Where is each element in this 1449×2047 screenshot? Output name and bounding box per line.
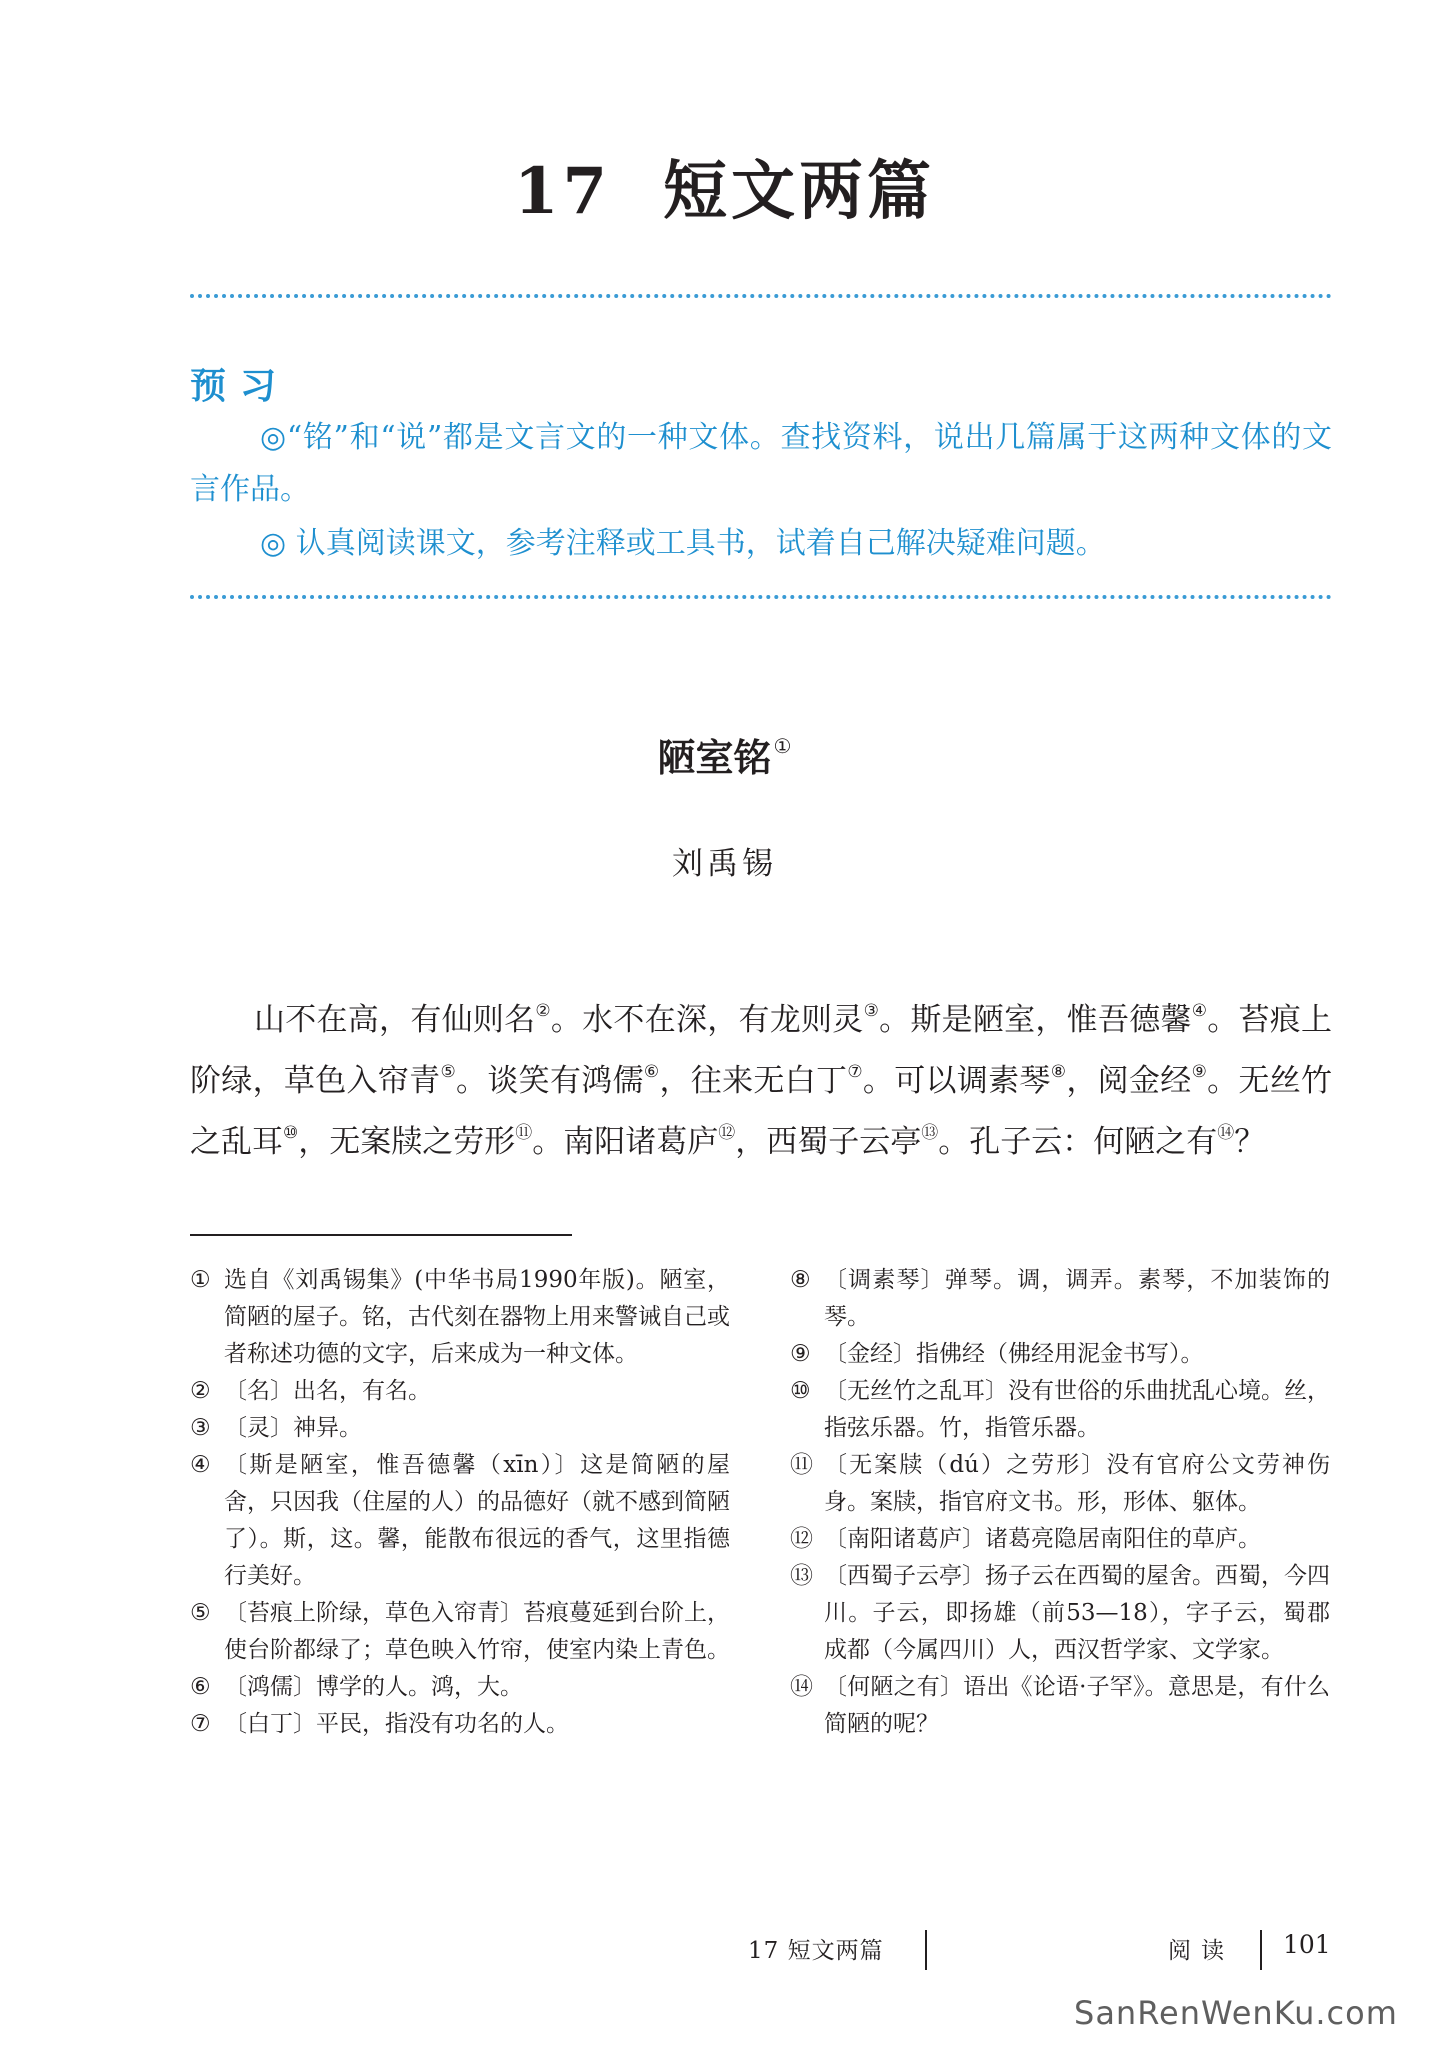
preview-item-2: ◎ 认真阅读课文，参考注释或工具书，试着自己解决疑难问题。: [260, 526, 1106, 561]
main-text-segment: 山不在高，有仙则名: [254, 1002, 536, 1038]
note-reference-mark[interactable]: ⑬: [921, 1123, 939, 1143]
footnote-mark: ②: [190, 1378, 211, 1404]
footnote: [790, 1521, 1330, 1558]
footnote-mark: ⑨: [790, 1341, 811, 1367]
footnotes-right-column: [790, 1262, 1330, 1743]
note-reference-mark[interactable]: ⑦: [847, 1062, 863, 1082]
footnote: [190, 1447, 730, 1595]
main-text-segment: ，往来无白丁: [659, 1063, 848, 1099]
main-text-segment: 。无丝竹之乱耳: [190, 1063, 1333, 1160]
note-reference-mark[interactable]: ⑪: [515, 1123, 533, 1143]
footnote-text: 〔西蜀子云亭〕扬子云在西蜀的屋舍。西蜀，今四川。子云，即扬雄（前53—18），字子云，蜀郡成都（今属四川）人，西汉哲学家、文学家。: [824, 1563, 1330, 1663]
footnote-mark: ③: [190, 1415, 211, 1441]
footnote: [190, 1373, 730, 1410]
footnote-text: 〔南阳诸葛庐〕诸葛亮隐居南阳住的草庐。: [824, 1526, 1261, 1552]
chapter-name: 短文两篇: [663, 154, 936, 229]
footer-separator: [925, 1930, 927, 1970]
footnote: [190, 1410, 730, 1447]
watermark: SanRenWenKu.com: [1074, 1994, 1398, 2032]
main-text-segment: ？: [1234, 1124, 1266, 1160]
main-text: [190, 985, 1332, 1168]
essay-title: [0, 727, 1449, 782]
footnote: [790, 1262, 1330, 1336]
author: 刘禹锡: [672, 846, 777, 882]
footnote: [790, 1558, 1330, 1669]
preview-heading: 预习: [190, 365, 291, 407]
footnote-text: 〔调素琴〕弹琴。调，调弄。素琴，不加装饰的琴。: [824, 1267, 1330, 1330]
footnote: [190, 1706, 730, 1743]
main-text-segment: 。苔痕上阶绿，草色入帘青: [190, 1002, 1333, 1099]
footnote-text: 〔斯是陋室，惟吾德馨（xīn）〕这是简陋的屋舍，只因我（住屋的人）的品德好（就不感到简陋了）。斯，这。馨，能散布很远的香气，这里指德行美好。: [224, 1452, 730, 1589]
main-text-segment: 。斯是陋室，惟吾德馨: [879, 1002, 1192, 1038]
footnote-text: 〔无丝竹之乱耳〕没有世俗的乐曲扰乱心境。丝，指弦乐器。竹，指管乐器。: [824, 1378, 1330, 1441]
essay-title-text: 陋室铭: [657, 735, 772, 780]
footnote: [790, 1336, 1330, 1373]
main-text-segment: 。可以调素琴: [862, 1063, 1051, 1099]
footnote-text: 〔鸿儒〕博学的人。鸿，大。: [224, 1674, 523, 1700]
note-reference-mark[interactable]: ⑥: [643, 1062, 660, 1082]
note-reference-mark[interactable]: ③: [863, 1001, 880, 1021]
footnote-mark: ⑪: [790, 1452, 813, 1478]
main-text-segment: ，阅金经: [1066, 1063, 1192, 1099]
note-reference-mark[interactable]: ⑨: [1191, 1062, 1208, 1082]
footnote-mark: ①: [190, 1267, 211, 1293]
footnote-text: 〔白丁〕平民，指没有功名的人。: [224, 1711, 569, 1737]
main-text-segment: ，西蜀子云亭: [735, 1124, 922, 1160]
note-reference-mark[interactable]: ⑫: [718, 1123, 736, 1143]
page-number: 101: [1283, 1930, 1331, 1959]
main-text-segment: ，无案牍之劳形: [298, 1124, 516, 1160]
chapter-number: 17: [513, 154, 612, 229]
footnote-mark: ⑩: [790, 1378, 811, 1404]
footnote-mark: ⑧: [790, 1267, 811, 1293]
footnote-mark: ⑫: [790, 1526, 813, 1552]
footnote: [790, 1669, 1330, 1743]
note-reference-mark[interactable]: ④: [1191, 1001, 1208, 1021]
main-text-segment: 。谈笑有鸿儒: [456, 1063, 644, 1099]
essay-title-note-mark: ①: [773, 734, 792, 758]
footnote-mark: ⑦: [190, 1711, 211, 1737]
footnote-text: 〔名〕出名，有名。: [224, 1378, 431, 1404]
footer-separator: [1260, 1930, 1262, 1970]
footnotes-left-column: [190, 1262, 730, 1743]
footnote-text: 〔无案牍（dú）之劳形〕没有官府公文劳神伤身。案牍，指官府文书。形，形体、躯体。: [824, 1452, 1330, 1515]
main-text-segment: 。南阳诸葛庐: [532, 1124, 719, 1160]
footnote-text: 〔何陋之有〕语出《论语·子罕》。意思是，有什么简陋的呢？: [824, 1674, 1330, 1737]
footnote-text: 〔金经〕指佛经（佛经用泥金书写）。: [824, 1341, 1204, 1367]
footnote-mark: ⑤: [190, 1600, 211, 1626]
footer-chapter-title: 17 短文两篇: [748, 1938, 884, 1964]
note-reference-mark[interactable]: ⑩: [283, 1123, 299, 1143]
note-reference-mark[interactable]: ②: [535, 1001, 551, 1021]
preview-item-1: ◎“铭”和“说”都是文言文的一种文体。查找资料，说出几篇属于这两种文体的文言作品。: [190, 420, 1332, 507]
main-text-segment: 。孔子云：何陋之有: [938, 1124, 1218, 1160]
footnote-mark: ⑬: [790, 1563, 813, 1589]
bottom-dotted-rule: [190, 595, 1332, 599]
top-dotted-rule: [190, 294, 1332, 298]
chapter-title: [0, 140, 1449, 232]
footnote-text: 选自《刘禹锡集》(中华书局1990年版)。陋室，简陋的屋子。铭，古代刻在器物上用来警诫自己或者称述功德的文字，后来成为一种文体。: [224, 1267, 730, 1367]
footnote-mark: ⑭: [790, 1674, 813, 1700]
footnote: [790, 1447, 1330, 1521]
footnote: [190, 1595, 730, 1669]
footnote: [190, 1669, 730, 1706]
footnote-mark: ④: [190, 1452, 211, 1478]
footnote: [190, 1262, 730, 1373]
main-text-segment: 。水不在深，有龙则灵: [550, 1002, 864, 1038]
footnote-rule: [190, 1234, 572, 1236]
footnote: [790, 1373, 1330, 1447]
footer-section-name: 阅读: [1168, 1938, 1234, 1964]
note-reference-mark[interactable]: ⑧: [1050, 1062, 1067, 1082]
footnote-text: 〔苔痕上阶绿，草色入帘青〕苔痕蔓延到台阶上，使台阶都绿了；草色映入竹帘，使室内染上青色。: [224, 1600, 730, 1663]
footnote-mark: ⑥: [190, 1674, 211, 1700]
footnote-text: 〔灵〕神异。: [224, 1415, 362, 1441]
note-reference-mark[interactable]: ⑤: [440, 1062, 457, 1082]
note-reference-mark[interactable]: ⑭: [1217, 1123, 1235, 1143]
